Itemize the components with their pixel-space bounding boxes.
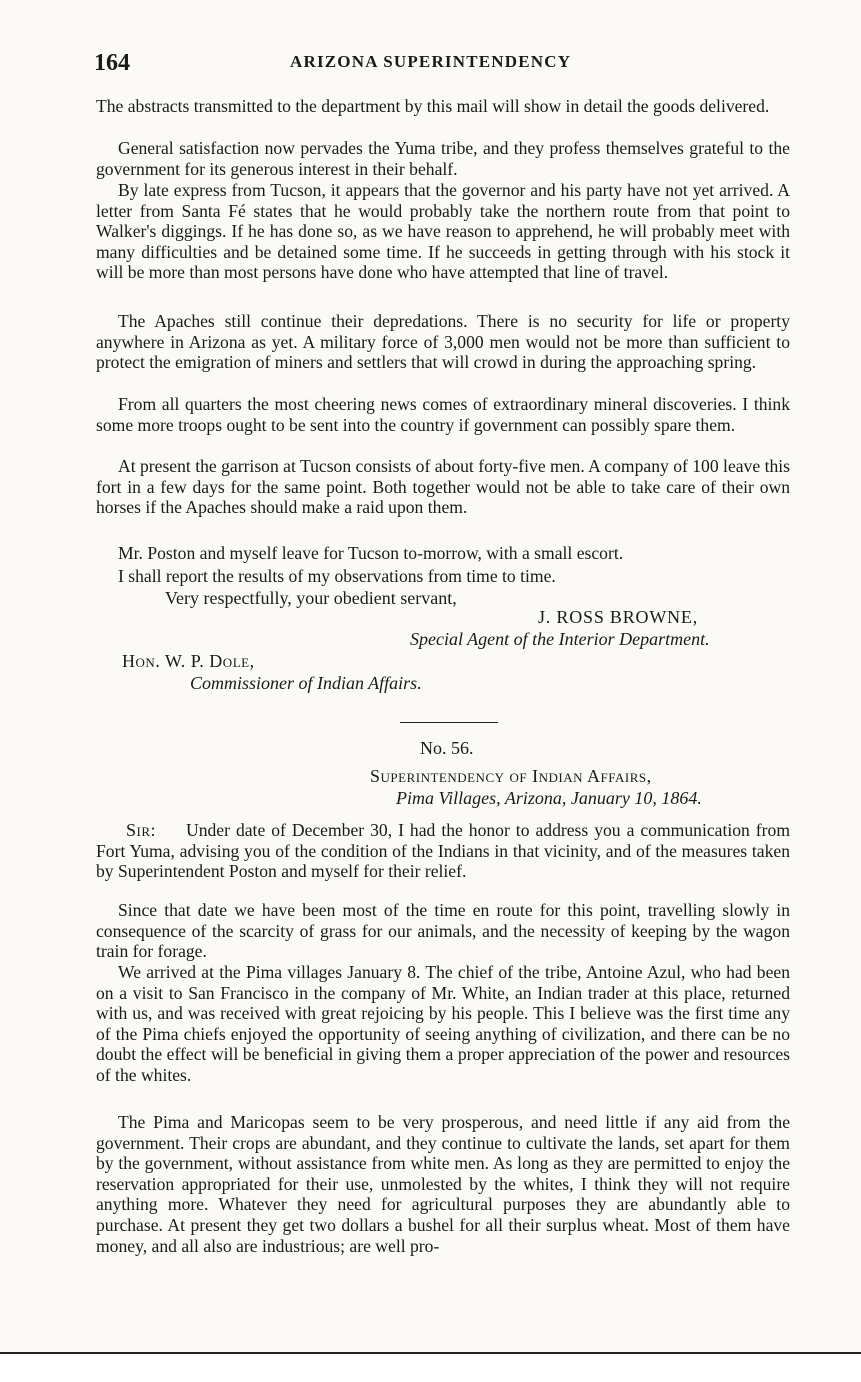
paragraph-garrison: At present the garrison at Tucson consists of about forty-five men. A company of 100 leave this fort in a few days for the same point. Both together would not be able to take care of their own horses if the Apaches should make a raid upon them. — [96, 456, 790, 518]
paragraph-apaches: The Apaches still continue their depredations. There is no security for life or property anywhere in Arizona as yet. A military force of 3,000 men would not be more than sufficient to protect the emigration of miners and settlers that will crowd in during the approaching spring. — [96, 311, 790, 373]
office-heading: Superintendency of Indian Affairs, — [370, 766, 652, 786]
paragraph-report: I shall report the results of my observations from time to time. — [118, 566, 556, 586]
page-header — [94, 50, 814, 80]
paragraph-prosperous: The Pima and Maricopas seem to be very prosperous, and need little if any aid from the government. Their crops are abundant, and they continue to cultivate the lands, set apart for them by the government, without assistance from white men. As long as they are permitted to enjoy the reservation appropriated for their use, unmolested by the whites, I think they will not require anything more. Whatever they need for agricultural purposes they are abundantly able to purchase. At present they get two dollars a bushel for all their surplus wheat. Most of them have money, and all also are industrious; are well pro- — [96, 1112, 790, 1256]
paragraph-pima-arrival: We arrived at the Pima villages January 8. The chief of the tribe, Antoine Azul, who had been on a visit to San Francisco in the company of Mr. White, an Indian trader at this place, returned with us, and was received with great rejoicing by his people. This I believe was the first time any of the Pima chiefs enjoyed the opportunity of seeing anything of civilization, and there can be no doubt the effect will be beneficial in giving them a proper appreciation of the power and resources of the whites. — [96, 962, 790, 1085]
salutation: Sir: — [126, 820, 157, 840]
addressee-name: Hon. W. P. Dole, — [122, 651, 255, 671]
running-head: ARIZONA SUPERINTENDENCY — [290, 52, 572, 71]
paragraph-abstracts: The abstracts transmitted to the department by this mail will show in detail the goods delivered. — [96, 96, 770, 116]
signer-name: J. ROSS BROWNE, — [538, 607, 699, 627]
addressee-title: Commissioner of Indian Affairs. — [190, 673, 422, 693]
place-date: Pima Villages, Arizona, January 10, 1864. — [396, 788, 702, 808]
paragraph-escort: Mr. Poston and myself leave for Tucson to-morrow, with a small escort. — [118, 543, 624, 563]
paragraph-yuma: General satisfaction now pervades the Yuma tribe, and they profess themselves grateful to the government for its generous interest in their behalf. — [96, 138, 790, 179]
section-divider — [400, 722, 498, 723]
document-number: No. 56. — [420, 738, 474, 758]
closing-line: Very respectfully, your obedient servant, — [165, 588, 457, 608]
scan-bottom-edge — [0, 1352, 861, 1382]
paragraph-communication: Under date of December 30, I had the honor to address you a communication from Fort Yuma, advising you of the condition of the Indians in that vicinity, and of the measures taken by Superintendent Poston and myself for their relief. — [96, 820, 790, 882]
page-number: 164 — [94, 50, 130, 76]
signer-title: Special Agent of the Interior Department. — [410, 629, 710, 649]
paragraph-en-route: Since that date we have been most of the time en route for this point, travelling slowly in consequence of the scarcity of grass for our animals, and the necessity of keeping by the wagon train for forage. — [96, 900, 790, 962]
paragraph-mineral: From all quarters the most cheering news comes of extraordinary mineral discoveries. I think some more troops ought to be sent into the country if government can possibly spare them. — [96, 394, 790, 435]
paragraph-express: By late express from Tucson, it appears that the governor and his party have not yet arrived. A letter from Santa Fé states that he would probably take the northern route from that point to Walker's diggings. If he has done so, as we have reason to apprehend, he will probably meet with many difficulties and be detained some time. If he succeeds in getting through with his stock it will be more than most persons have done who have attempted that line of travel. — [96, 180, 790, 283]
